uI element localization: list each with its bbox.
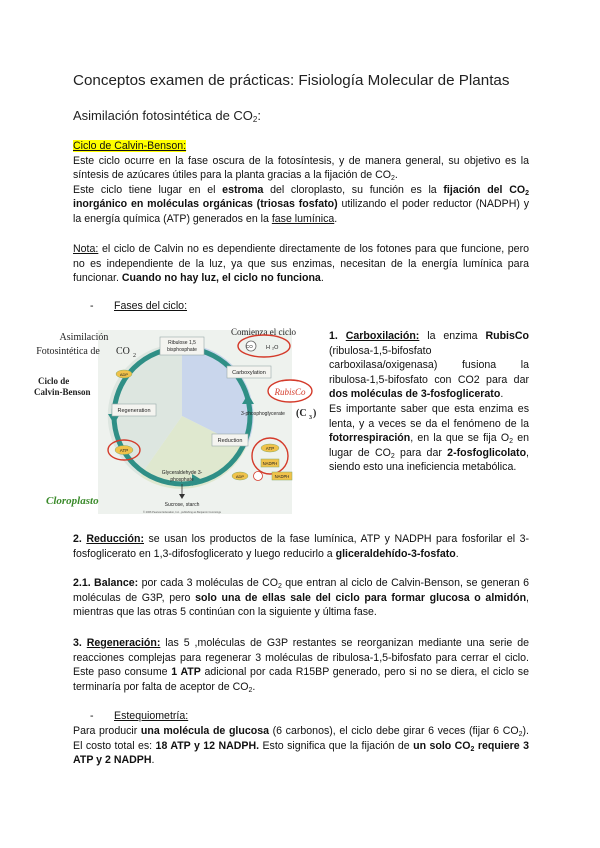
phases-label: Fases del ciclo: bbox=[114, 300, 188, 312]
calvin-cycle-diagram bbox=[32, 324, 322, 516]
fig-title-1: Asimilación bbox=[59, 332, 109, 343]
reduction-text: 2. Reducción: se usan los productos de la fase lumínica, ATP y NADPH para fosforilar el 3-fosfoglicerato en 1,3-difosfoglicerato y luego reducirlo a gliceraldehído-3-fosfato. bbox=[73, 533, 529, 560]
stoich-label: Estequiometría: bbox=[114, 710, 189, 722]
subtitle-text: Asimilación fotosintética de CO bbox=[73, 108, 253, 123]
fig-atp-2: ATP bbox=[265, 446, 275, 451]
balance-text: 2.1. Balance: por cada 3 moléculas de $CO_2$ que entran al ciclo de Calvin-Benson, se generan 6 moléculas de G3P, pero solo una de ellas sale del ciclo para formar glucosa o almidón, mientras que las otras 5 continúan con la siguiente y última fase. bbox=[73, 577, 529, 619]
fig-nadph-1: NADPH bbox=[262, 461, 278, 466]
fig-cycle-2: Calvin-Benson bbox=[34, 387, 91, 397]
subtitle-subscript: 2 bbox=[252, 115, 258, 124]
subtitle-end: : bbox=[257, 108, 261, 123]
pi-circle-icon bbox=[254, 472, 263, 481]
stoich-bullet bbox=[90, 710, 188, 722]
fig-nadph-2: NADPH bbox=[274, 474, 290, 479]
page-title: Conceptos examen de prácticas: Fisiología Molecular de Plantas bbox=[73, 72, 510, 89]
fig-reduction: Reduction bbox=[217, 438, 243, 444]
note-label: Nota: bbox=[73, 243, 99, 255]
fig-adp-1: ADP bbox=[119, 372, 129, 377]
fig-g3p-2: phosphate bbox=[170, 477, 194, 483]
fig-atp-1: ATP bbox=[119, 448, 129, 453]
phases-bullet bbox=[90, 300, 187, 312]
note-text: el ciclo de Calvin no es dependiente directamente de los fotones para que funcione, pero no es independiente de la luz, ya que sus enzimas, necesitan de la energía lumínica para funcionar. bbox=[73, 243, 529, 285]
reduction-label: Reducción: bbox=[86, 533, 145, 545]
fig-credit: © 2006 Pearson Education, Inc., publishing as Benjamin Cummings bbox=[143, 511, 221, 514]
fig-pga: 3-phosphoglycerate bbox=[241, 411, 285, 417]
fig-c3-sub: 3 bbox=[309, 415, 312, 421]
carboxylation-text: 1. Carboxilación: la enzima RubisCo (ribulosa-1,5-bifosfato carboxilasa/oxigenasa) fusiona la ribulosa-1,5-bifosfato con CO2 para dar dos moléculas de 3-fosfoglicerato. Es importante saber que esta enzima es lenta, y a veces se da el fenómeno de la fotorrespiración, en la que se fija $O_2$ en lugar de $CO_2$ para dar 2-fosfoglicolato, siendo esto una ineficiencia metabólica. bbox=[329, 330, 530, 474]
fig-h2o: H bbox=[266, 345, 270, 351]
section-subtitle bbox=[73, 108, 261, 123]
calvin-p1: Este ciclo ocurre en la fase oscura de la fotosíntesis, y de manera general, su objetivo es la síntesis de azúcares útiles para la planta gracias a la fijación de $CO_2$. bbox=[73, 154, 529, 183]
calvin-heading: Ciclo de Calvin-Benson: bbox=[73, 140, 187, 152]
calvin-note: Nota: el ciclo de Calvin no es dependiente directamente de los fotones para que funcione, pero no es independiente de la luz, ya que sus enzimas, necesitan de la energía lumínica para funcionar. Cuando no hay luz, el ciclo no funciona. bbox=[73, 243, 529, 285]
balance-label: 2.1. Balance: bbox=[73, 577, 139, 589]
fig-starts: Comienza el ciclo bbox=[231, 327, 296, 337]
fig-c3-close: ) bbox=[313, 408, 317, 419]
regeneration-text: 3. Regeneración: las 5 ,moléculas de G3P restantes se reorganizan mediante una serie de reacciones complejas para regenerar 3 moléculas de ribulosa-1,5-bifosfato para cerrar el ciclo. Este paso consume 1 ATP adicional por cada R15BP generado, pero si no se diera, el ciclo se terminaría por falta de aceptor de $CO_2$. bbox=[73, 637, 529, 694]
fig-rubisco: RubisCo bbox=[274, 387, 306, 397]
fig-adp-2: ADP bbox=[235, 474, 245, 479]
fig-title-co2-sub: 2 bbox=[133, 353, 136, 359]
fig-title-co2: CO bbox=[116, 346, 130, 357]
fig-co2: CO bbox=[246, 344, 253, 349]
calvin-intro bbox=[73, 139, 529, 227]
fig-g3p-1: Glyceraldehyde 3- bbox=[161, 470, 203, 476]
carboxylation-label: Carboxilación: bbox=[345, 330, 420, 342]
fig-carboxylation: Carboxylation bbox=[232, 370, 266, 376]
fig-sucrose: Sucrose, starch bbox=[164, 502, 200, 508]
fig-ribulose-1: Ribulose 1,5 bbox=[168, 340, 196, 346]
fig-c3: (C bbox=[296, 408, 307, 419]
note-bold: Cuando no hay luz, el ciclo no funciona bbox=[121, 272, 321, 285]
fig-chloroplast: Cloroplasto bbox=[46, 495, 99, 507]
fig-h2o-o: ₂O bbox=[272, 345, 279, 351]
fig-title-2: Fotosintética de bbox=[36, 346, 100, 357]
bullet-dash-2: - bbox=[90, 710, 94, 722]
fig-ribulose-2: bisphosphate bbox=[167, 347, 197, 353]
bullet-dash: - bbox=[90, 300, 94, 312]
fig-cycle-1: Ciclo de bbox=[38, 376, 70, 386]
regeneration-label: Regeneración: bbox=[86, 637, 161, 649]
calvin-p2: Este ciclo tiene lugar en el estroma del cloroplasto, su función es la fijación del $CO_2$ inorgánico en moléculas orgánicas (triosas fosfato) utilizando el poder reductor (NADPH) y la energía química (ATP) generados en la fase lumínica. bbox=[73, 183, 529, 225]
fig-regeneration: Regeneration bbox=[117, 408, 151, 414]
stoich-text: Para producir una molécula de glucosa (6 carbonos), el ciclo debe girar 6 veces (fijar 6 $CO_2$). El costo total es: 18 ATP y 12 NADPH. Esto significa que la fijación de un solo $CO_2$ requiere 3 ATP y 2 NADPH. bbox=[73, 725, 529, 767]
